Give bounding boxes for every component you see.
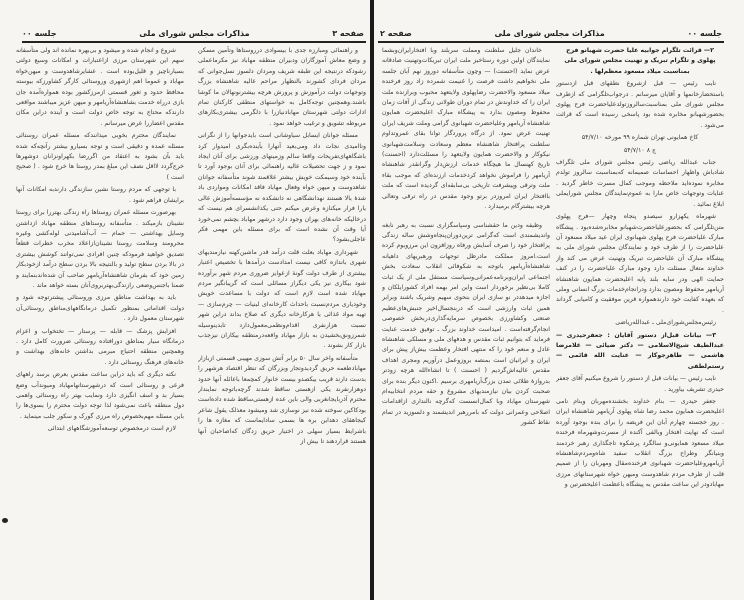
telegram-date: ج ۸ ۵۴/۷/۱۰ <box>623 146 657 154</box>
speaker-paragraph: نایب رئیس — بیانات قبل از دستور را شروع میکنیم آقای جعفر حیدری تشریف بیاورید . <box>556 375 724 393</box>
paragraph: خاندان جلیل سلطنت ومملت سربلند وبا افتخارایران‌وبشما نمایندگان اولین دوره رستاخیز ملت ایران تبریکات‌وتهنیت صادقانه عرض نماید (احسنت) — وچون متأسفانه دوروز نهم آبان جلسه ملی نخواهیم داشت فرصت را غنیمت شمرده زاد روز فرخنده میلاد مسعود والاحضرت رضاپهلوی ولایتعهد محبوب وبرازنده ملت ایران را که خداوندش در تمام دوران طولانی زندگی از آفات زمان محفوظ ومصون بدارد به پیشگاه مبارک اعلیحضرت همایون شاهنشاه آریامهر وعلیاحضرت شهبانوی گرامی وملت شریف ایران تهنیت عرض نمود. از درگاه پروردگار توانا بقای عمروتداوم سلطنت پرافتخار شاهنشاه معظم وسعادت وسلامت‌شهبانوی نیکوکار و والاحضرت همایون ولایتعهد را مسئلت‌دارد (احسنت) تاریخ کهنسال ما هیچگاه خدمات ارزش‌دار وگرانقدر شاهنشاه آریامهر را فراموش نخواهد کردخدمات ارزنده‌ای که موجب بقاء ملت وترقی وپیشرفت تاریخی بی‌سابقه‌ای گردیده است که ملت باافتخار ایران امروزدر برتو وجود مقدس در راه ترقی وتعالی هرچه بیشترگام برمیدارد . <box>382 47 550 211</box>
paragraph: بهرصورت مسئله عمران روستاها راه زندگی بهتررا برای روستا نشینان بازمیکند . متأسفانه روستاهای منطقه مهاباد ازداشتن وسایل بهداشتی — حمام — آب‌آشامیدنی لوله‌کشی وغیره محرومند وسلامت روستا نشینان‌ازاعلاد مخرب خطرات قطعاً تصدیق خواهید فرمودکه چنین افرادی نمی‌توانند کوشش بیشتری در بالا بردن سطح تولید و بالنتیجه بالا بردن سطح درآمد ازخودبکار زمین خود که بفرمان شاهنشاه‌آریامهر صاحب آن شده‌اندبنمایند و ضمنا باجنس‌وضعی رازندگی‌بهتربروی‌آنان بسته خواهد ماند . <box>16 209 184 289</box>
right-page-title: مذاکرات مجلس شورای ملی <box>494 28 605 38</box>
paragraph: متأسفانه واخر سال ۵۰ برابر آتش سوزی مهیبی قسمتی ازبازار مهابادطعمه حریق گردیدوتجار وبزرگان که تنظر اقتصاد هرشهر را بدست دارند قریب بیکصدو بیست خانوار کمچمعا باعائله آنها حدود دوهزارنفرند یکی ازهستی ساقط شدند گرچه‌باتوجه نمایندار محترم آذربایجانغربی والی باین عده ازهستی‌ساقط شده داده‌است بودکاکین سوخته شده نیز نوسازی شد ومیشود معذلک یقول شاعر کیجاهقای دهد‌این بره ها بسمی ساد‌ایماست که مغازه ها را باشرایط بسیار سهلی در اختیار حریق زدگان که‌اصاحبان آنها هستند قراردهند تا بیش از <box>198 354 366 446</box>
right-header-rule <box>378 41 724 43</box>
paragraph: افزایش پزشک — قابله — پرستار — تختخواب و اعزام درمانگاه سیار بمناطق دورافتاده روستائی ضرورت کامل دارد . وهمچنین منطقه احتیاج مبرمی بداشتن خانه‌های بهداشت و خانه‌های فرهنگ روستائی دارد . <box>16 327 184 366</box>
left-header-rule <box>22 41 366 43</box>
paragraph: نکته دیگری که باید دراین ساعت مقدس بعرض برسد راههای فرعی و روستائی است که درشهرستانهامهاباد ومیوندآب وضع بسیار بد و اسف انگیزی دارد ونمایب بهتر راه روستائی واهمی دول منطقه باعث نمی‌شود لذا توجه دولت محترم را بسوی‌ها را باین مسئله مهم‌بخصوص راه مرزی گورک و سکور جلب مینماید . <box>16 371 184 420</box>
right-page-header <box>380 26 722 40</box>
speaker-paragraph: جعفر حیدری — بنام خداوند بخشنده‌مهربان وبنام نامی اعلیحضرت همایون محمد رضا شاه پهلوی آریامهر شاهنشاه ایران . روز خجسته چهارم آبان این فریضه را برای بنده بوجود آورده است که نهایت افتخار وبالفی آکنده از مسرت‌وشهرماه فرخنده میلاد مسعود همایونی‌و سالگرد پرشکوه تاجگذاری رهبر خردمند وبنیانگر وطراح بزرگ انقلاب سفید شاه‌ومردم‌شاهنشاه آریامهروعلیاحضرت شهبانوی فرخنده‌مقال ومهربان را از صمیم قلب از طرف مردم شاهدوست ومیهن خواه شهرستانهای مرزی مهابادودر این ساعت مقدس به پیشگاه باعظمت اعلیحضرتین و <box>556 398 724 489</box>
right-page-column-right <box>556 46 724 592</box>
paragraph: شروع و انجام شده و میشود و بی‌بهره نمانده اند ولی متأسفانه سهم این شهرستان مرزی ازاعتبارات و امکانات وسیع دولتی بسیارناچیز و قلیل‌بوده است . عشایرشاهدوست و میهن‌خواه مهاباد و عموما اهم ازشهری وروستائی کارگر کشاورزکه بیوسته محافظ حدود و ثغور قسمتی ازمرزکشور بوده همواره‌آمده جان بازی درراه خدمت بشاهنشاه‌آریامهر و میهن عزیز میباشند مواقعی دارندکه محتاج به توجه خاص دولت است و آینده دراین مکان مقدس اعضاررا عرض میرسانم . <box>16 47 184 127</box>
telegram-text: شهرماه یکهزارو سیصدو پنجاه وچهار —فرح پهلوی متن‌تلگرامی که بحضورعلیاحضرت‌شهبانو مخابره‌شده‌بود . پیشگاه مبارک علیاحضرت فرح پهلوی شهبانوی ایران عید میلاد مسعود آن علیاحضرت را از طرف خود و نمایندگان مجلس شورای ملی به پیشگاه مبارک آن علیاحضرت تبریک وتهنیت عرض می کند واز خداوند متعال مسئلت دارد وجود مبارک علیاحضرت را در کنف حمایت الهی ودر سایه بلند پایه اعلیحضرت همایون شاهنشاه آریامهر محفوظ ومصون بدارد ودرانجام‌خدمات بزرگ انسانی وملی که بعهده کفایت خود دارند‌همواره قرین موفقیت و کامیابی گرداند . <box>556 213 724 314</box>
telegram-reference: کاخ همایونی تهران شماره ۹۹ مورخه ۵۴/۷/۱۰ <box>581 134 699 142</box>
left-page-title: مذاکرات مجلس شورای ملی <box>139 28 250 38</box>
left-page-number: صفحه ۳ <box>332 28 364 38</box>
paragraph: مسئله جوانان ایسابل سیاوشانی است بایدجوانها را از نگرانی وناامیدی نجات داد ومی‌بعید آنهارا بآینده‌بگری امیدوار کرد باشگاههای‌تفریحات واقعا سالم وزمینهای ورزشی برای آنان ایجاد نمود و ز جهت تحصیلات عالیه راهنمائی برای آنان بوجود آورد تا بآینده خود وسیمکت خویش بیشتر علاقمند شوند متأسفانه جوانان شاهدوست و میهن خواه وفعال مهاباد فاقد امکانات ومواردی باد شدهٔ بالا هستند نهدانشگاهی نه دانشکده نه مؤسسه‌آموزش عالی یارا فرار میکنازه وعرض میکنم حتی یکدانشسرای هم نیست که درخالیکه خانه‌های بهران وجود دارد درشهر مهاباد بچشم نمی‌خورد آیا وقت آن نشده است که برای مسئله باین مهمی فکر عاجلی‌بشود؟ <box>198 132 366 244</box>
paragraph: و راهنمائی ومبارزه جدی با بیسوادی درروستاها وتأمین مسکن و وضع معاش آموزگاران ودبیران منطقه مهاباد نیز مکرماعملی رشودکه درنتیجه این طبقه شریف ومردان دلسوز نسل‌جوانی که مردان فردای کشورند بالنظهار مراحم عالیه شاهنشاه بزرگ وتوجهات دولت درآموزش و پرورش هرچه بیشترنونهالان ما کوشا باشند.وهمچنین توجه‌کامل به خواستهای منطقی کارکنان تمام ادارات دولتی شهرستان مهابادنیازرا با دلگرمی بیشتری‌بکارهای مربوطه تشویق و ترغیب خواهد نمود . <box>198 47 366 127</box>
left-session-label: جلسه ۰۰ <box>22 28 57 38</box>
paragraph: لازم است درمخصوص توسعه‌آموزشگاههای ابتدائی <box>47 425 176 433</box>
speaker-paragraph: نایب رئیس — قبل ازشروع نطقهای قبل ازدستور باستحضارخانمها و آقایان میرسانم . درجواب‌تلگرامی که ازطرف مجلس شورای ملی بمناسبت‌سالروزتولدعلیاحضرت فرح پهلوی بحضورشهبانو مخابره شده بود پاسخی رسیده است که قرائت می‌شود . <box>556 80 724 129</box>
paragraph: باید به بهداشت مناطق مرزی وروستائی پیشترتوجه شود و دولت اقداماتی بمنظور تکمیل درمانگاههای‌مناطق روستائی‌آن شهرستان معمول دارد . <box>16 294 184 323</box>
paragraph: نمایندگان محترم بخوبی میدانندکه مسئله عمران روستائی مسئله عمده و دقیقی است و توجه بسیارو بیشتر رآنچه‌که شده باید بآن بشود به اعتقاد من اگررضا بکهراونزانان دوشهرها خرج‌گردد لااقل نصف این مبلغ بمدر روستا ها خرج شود . ( صحیح است ) <box>16 132 184 181</box>
right-page-column-left <box>382 46 550 592</box>
right-session-label: جلسه ۰۰ <box>687 28 722 38</box>
paragraph: با توجهی که مردم روستا نشین سازندگی دارندبه امکانات آنها برایشان فراهم شود . <box>16 186 184 204</box>
paragraph: شهرداری مهاباد بعلت قلت درآمد قدر ماشین‌کهنه نیازمندیهای شهری باندازه کافی نیست امدادست درآمدها با تخصیص اعتبار بیشتری از طرف دولت گونهٔ ازعوایز ضروری مردم شهر برآورده شود بیکاری نیز یکی دیگراز مسائلی است که گریبانگیر مردم مهاباد شده است لازم است که دولت با مساعدت خویش وخودیاری مردم‌نسبت باحداث کارخانه‌ای لبنیات — چرم‌سازی — تهیه مواد غذائی یا هرکارخانه دیگری که صلاح بداند دراین شهر نسبت هزارنفری اقدام‌ونظمی‌معمول‌دارد تابدینوسیله شمرزونق‌بخشیدن به بازار مهاباد واقعه‌درمنطقه‌ بیکاران نیز‌جذب بازار کار بشوند . <box>198 248 366 350</box>
right-page <box>374 0 744 600</box>
agenda-item-3-heading: ۳— بیانات قبل‌از دستور آقایان : جعفرحیدری — عبدالطیف شیخ‌الاسلامی — دکتر ضیائی — غلامرضا هاشمی — طاهرجوکار — عنایت الله قائمی — رستم‌لطفی <box>556 331 724 370</box>
paragraph: وظیفه ودین ما حقشناسی وسپاسگزاری نسبت به رهبر نابغه واندیشمندی است که‌گرامی ترین‌دوران‌پنجاه‌وشش ساله زندگی پرافتخار خود را صرف آسایش ورفاه روزافزون این مرزوبوم کرده است.امروز مملکت مادرظل توجهات ورهبریهای داهیانه شاهنشاه‌آریامهر باتوجه به شکوفائی انقلاب سعادت بخش اجتماعی ایران‌وبرنامه‌عمرانی‌وسیاست مستقل ملی از یک ثبات کاملا بی‌نظیر برخوردار است واین امر بهمه افراد کشورایلکان و اجازه میدهددر نو سازی ایران بنحوی سهیم وشریک باشند وبرابر همین ثبات وارزشی است که دربنجسال‌اخیر جنبش‌های‌عظیم صنعتی وکشاورزی بخصوص سرمایه‌گذاری‌دربخش خصوصی انجام‌گرفته‌است . امیداست خداوند بزرگ ـ توفیق خدمت عنایت فرماید که بتوانیم ثبات مقدس و هدفهای ملی و مسلکی شاهنشاه عادل و منعم خود را که منتهی افتخار وعظمت بیش‌از پیش برای ایران و ایرانیان است بمنصه بروزوعمل درآوریم ومجری اهداف مقدس عالیه‌اش‌گردیم ( احسنت ) تا انشاءالله هرچه زودتر بدروازهٔ طلائی تمدن بزرگ‌آریامهری برسیم .اکنون دیگر بنده برای صحبت کردن بیان نیازمندیهای مشروع و حقه مردم انتخابیه‌ام شهرستان مهاباد وبا کمال‌انسست که‌گرچه نالنداری ازاقدامات اصلاحی وعمرانی دولت که بامررهبر اندیشمند و دلسوزید در تمام نقاط کشور <box>382 221 550 427</box>
telegram-body: جناب عبدالله ریاضی رئیس مجلس شورای ملی تلگراف شادباش واظهار احساسات صمیمانه که‌بمناسبت سالروز تولدم مخابره نموده‌اید ملاحظه وموجب کمال مسرت خاطر گردید . عنایات وتوجهات خاص مارا به عموم‌نمایندگان مجلس شورایملی ابلاغ نمائید . <box>556 159 724 208</box>
agenda-item-2-heading: ۲— قرائت تلگرام جوابیه علیا حضرت شهبانو فرح پهلوی و تلگرام تبریک و تهنیت مجلس شورای ملی بمناسبت میلاد مسعود معظم‌لها . <box>564 47 716 75</box>
left-page-column-left <box>16 46 184 592</box>
scan-speck <box>2 518 8 523</box>
signature: رئیس‌مجلس‌شورای‌ملی ـ عبدالله‌ریاضی <box>615 319 716 327</box>
left-page <box>0 0 370 600</box>
right-page-number: صفحه ۲ <box>380 28 412 38</box>
left-page-column-right <box>198 46 366 592</box>
left-page-header <box>22 26 364 40</box>
